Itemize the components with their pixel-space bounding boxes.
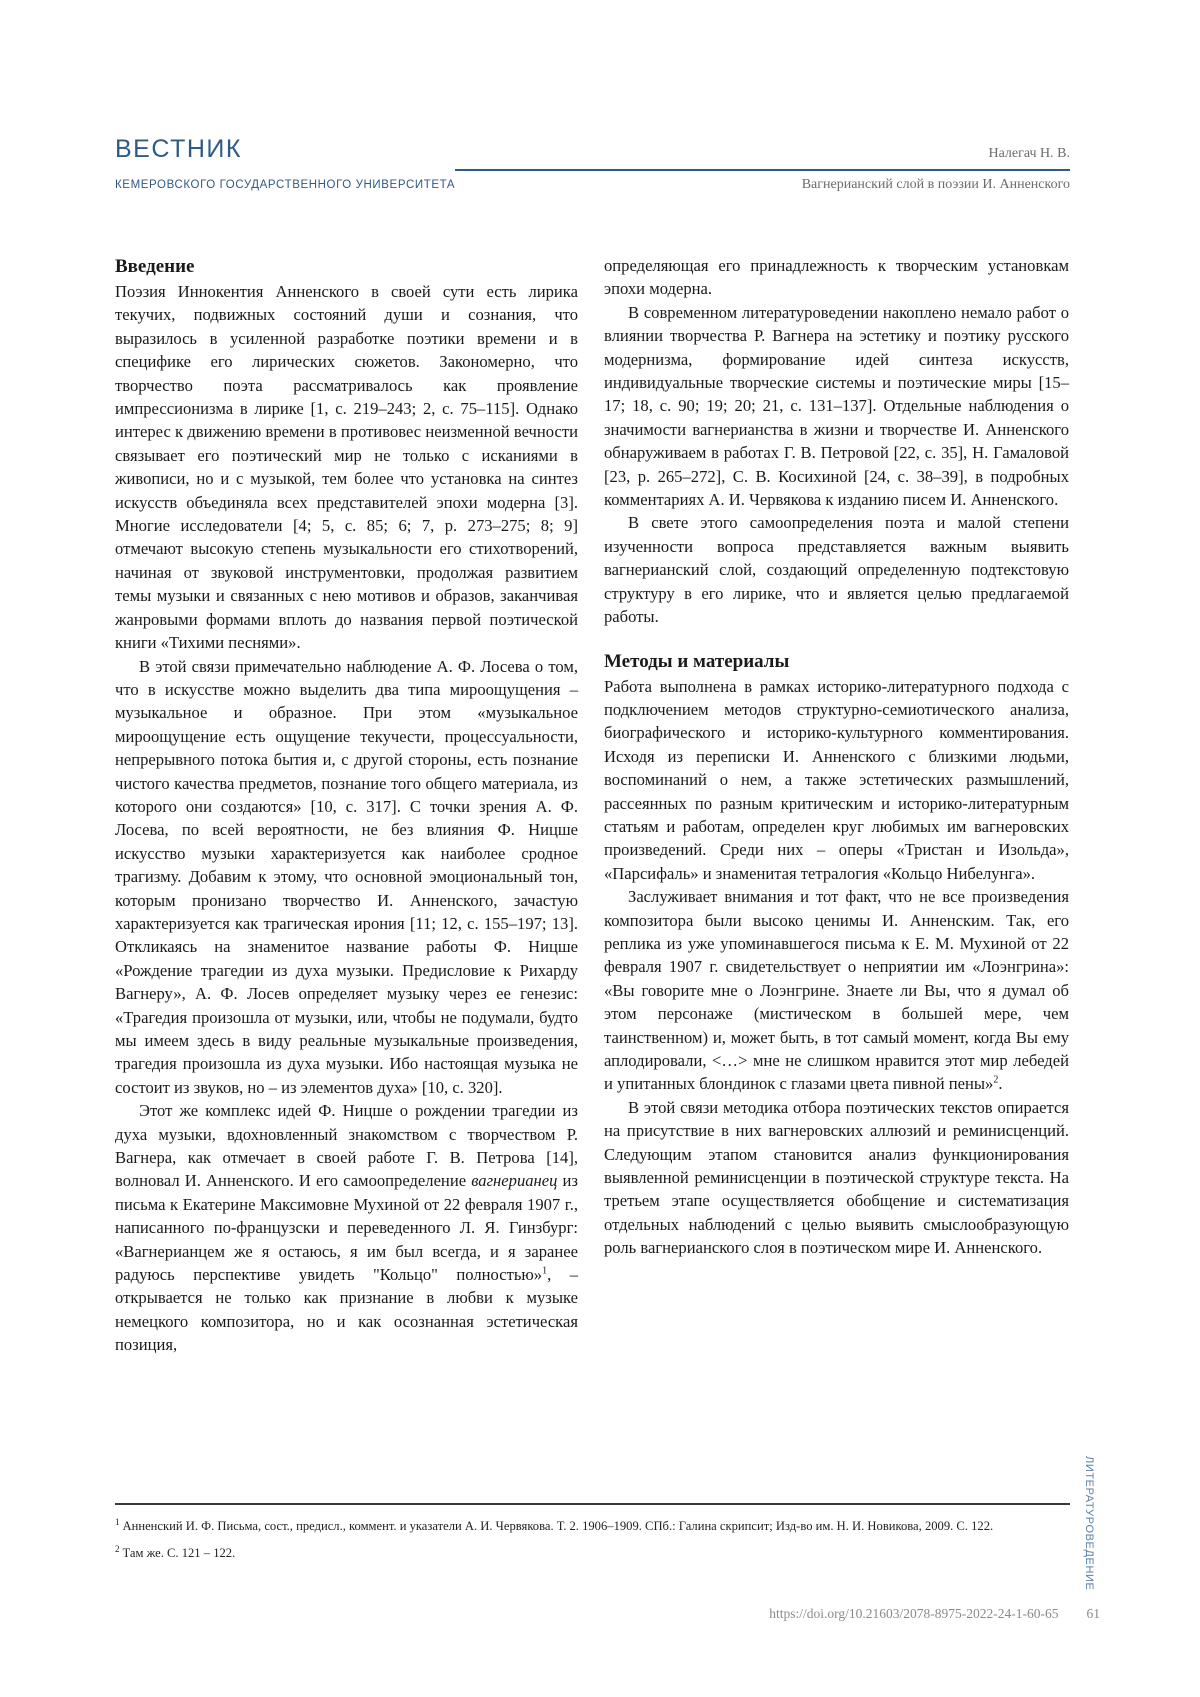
footnote-ref[interactable]: 2 (993, 1074, 999, 1086)
left-column (115, 254, 578, 1357)
paragraph: Поэзия Иннокентия Анненского в своей сути есть лирика текучих, подвижных состояний души и сознания, что выразилось в усиленной разработке поэтики времени и в специфике его лирических сюжетов. Закономерно, что творчество поэта рассматривалось как проявление импрессионизма в лирике [1, с. 219–243; 2, с. 75–115]. Однако интерес к движению времени в противовес неизменной вечности связывает его поэтический мир не только с исканиями в живописи, но и с музыкой, тем более что установка на синтез искусств объединяла всех представителей эпохи модерна [3]. Многие исследователи [4; 5, с. 85; 6; 7, р. 273–275; 8; 9] отмечают высокую степень музыкальности его стихотворений, начиная от звуковой инструментовки, продолжая развитием темы музыки и связанных с нею мотивов и образов, заканчивая жанровыми формами вплоть до названия первой поэтической книги «Тихими песнями». (115, 282, 578, 653)
text-run: Этот же комплекс идей Ф. Ницше о рождении трагедии из духа музыки, вдохновленный знакомством с творчеством Р. Вагнера, как отмечает в своей работе Г. В. Петрова [14], волновал И. Анненского. И его самоопределение (115, 1101, 578, 1191)
doi-link[interactable]: https://doi.org/10.21603/2078-8975-2022-24-1-60-65 (769, 1606, 1059, 1621)
journal-title: ВЕСТНИК (115, 135, 242, 163)
paragraph: В этой связи методика отбора поэтических текстов опирается на присутствие в них вагнеровских аллюзий и реминисценций. Следующим этапом становится анализ функционирования выявленной реминисценции в поэтической структуре текста. На третьем этапе осуществляется обобщение и систематизация отдельных наблюдений с целью выявить смыслообразующую роль вагнерианского слоя в поэтическом мире И. Анненского. (604, 1097, 1069, 1258)
footnotes (115, 1513, 1070, 1567)
methods-heading: Методы и материалы (604, 650, 790, 672)
text-run: . (998, 1074, 1003, 1094)
footnote-ref[interactable]: 1 (542, 1265, 548, 1277)
header-divider (455, 169, 1070, 171)
footnote-number: 2 (115, 1544, 120, 1555)
right-column (604, 254, 1069, 1260)
paragraph: В этой связи примечательно наблюдение А. Ф. Лосева о том, что в искусстве можно выделить два типа мироощущения – музыкальное и образное. При этом «музыкальное мироощущение есть ощущение текучести, процессуальности, непрерывного потока бытия и, с другой стороны, есть познание чистого качества предметов, познание того общего материала, из которого они создаются» [10, с. 317]. С точки зрения А. Ф. Лосева, по всей вероятности, не без влияния Ф. Ницше искусство музыки характеризуется как наиболее сродное трагизму. Добавим к этому, что основной эмоциональный тон, которым пронизано творчество И. Анненского, зачастую характеризуется как трагическая ирония [11; 12, с. 155–197; 13]. Откликаясь на знаменитое название работы Ф. Ницше «Рождение трагедии из духа музыки. Предисловие к Рихарду Вагнеру», А. Ф. Лосев определяет музыку через ее генезис: «Трагедия произошла от музыки, или, чтобы не подумали, будто мы имеем здесь в виду реальные музыкальные произведения, трагедия произошла из духа музыки. Ибо настоящая музыка не состоит из звуков, но – из элементов духа» [10, с. 320]. (115, 656, 578, 1097)
text-run: , – открывается не только как признание в любви к музыке немецкого композитора, но и как осознанная эстетическая позиция, (115, 1265, 579, 1355)
footnote-text: Анненский И. Ф. Письма, сост., предисл., коммент. и указатели А. И. Червякова. Т. 2. 1906–1909. СПб.: Галина скрипсит; Изд-во им. Н. И. Новикова, 2009. С. 122. (122, 1519, 994, 1534)
header-author: Налегач Н. В. (988, 146, 1070, 161)
intro-heading: Введение (115, 256, 195, 277)
section-side-label: ЛИТЕРАТУРОВЕДЕНИЕ (1083, 1456, 1095, 1591)
footnote-text: Там же. С. 121 – 122. (122, 1546, 236, 1561)
text-run: из письма к Екатерине Максимовне Мухиной от 22 февраля 1907 г., написанного по-французски и переведенного Л. Я. Гинзбург: «Вагнерианцем же я остаюсь, я им был всегда, и я заранее радуюсь перспективе увидеть "Кольцо" полностью» (115, 1171, 578, 1285)
paragraph (115, 1099, 578, 1356)
footnote (115, 1513, 1070, 1536)
footnote (115, 1540, 1070, 1563)
paragraph: В свете этого самоопределения поэта и малой степени изученности вопроса представляется важным выявить вагнерианский слой, создающий определенную подтекстовую структуру в его лирике, что и является целью предлагаемой работы. (604, 513, 1069, 627)
footnote-divider (115, 1503, 1070, 1505)
paragraph: определяющая его принадлежность к творческим установкам эпохи модерна. (604, 256, 1069, 299)
paragraph: В современном литературоведении накоплено немало работ о влиянии творчества Р. Вагнера на эстетику и поэтику русского модернизма, формирование идей синтеза искусств, индивидуальные творческие системы и поэтические миры [15–17; 18, с. 90; 19; 20; 21, с. 131–137]. Отдельные наблюдения о значимости вагнерианства в жизни и творчестве И. Анненского обнаруживаем в работах Г. В. Петровой [22, с. 35], Н. Гамаловой [23, р. 265–272], С. В. Косихиной [24, с. 38–39], в подробных комментариях А. И. Червякова к изданию писем И. Анненского. (604, 302, 1069, 510)
page-number: 61 (1086, 1606, 1100, 1621)
text-run: Заслуживает внимания и тот факт, что не все произведения композитора были высоко ценимы И. Анненским. Так, его реплика из уже упоминавшегося письма к Е. М. Мухиной от 22 февраля 1907 г. свидетельствует о неприятии им «Лоэнгрина»: «Вы говорите мне о Лоэнгрине. Знаете ли Вы, что я думал об этом персонаже (мистическом в большей мере, чем таинственном) и, может быть, в тот самый момент, когда Вы ему аплодировали, <…> мне не слишком нравится этот мир лебедей и упитанных блондинок с глазами цвета пивной пены» (604, 887, 1069, 1094)
header-article-title: Вагнерианский слой в поэзии И. Анненского (801, 177, 1070, 192)
paragraph: Работа выполнена в рамках историко-литературного подхода с подключением методов структурно-семиотического анализа, биографического и историко-культурного комментирования. Исходя из переписки И. Анненского с близкими людьми, воспоминаний о нем, а также эстетических размышлений, рассеянных по разным критическим и историко-литературным статьям и работам, определен круг любимых им вагнеровских произведений. Среди них – оперы «Тристан и Изольда», «Парсифаль» и знаменитая тетралогия «Кольцо Нибелунга». (604, 676, 1069, 883)
journal-subtitle: КЕМЕРОВСКОГО ГОСУДАРСТВЕННОГО УНИВЕРСИТЕТА (115, 179, 456, 191)
italic-term: вагнерианец (471, 1171, 558, 1191)
page-footer (700, 1606, 1100, 1622)
paragraph (604, 885, 1069, 1096)
footnote-number: 1 (115, 1517, 120, 1527)
